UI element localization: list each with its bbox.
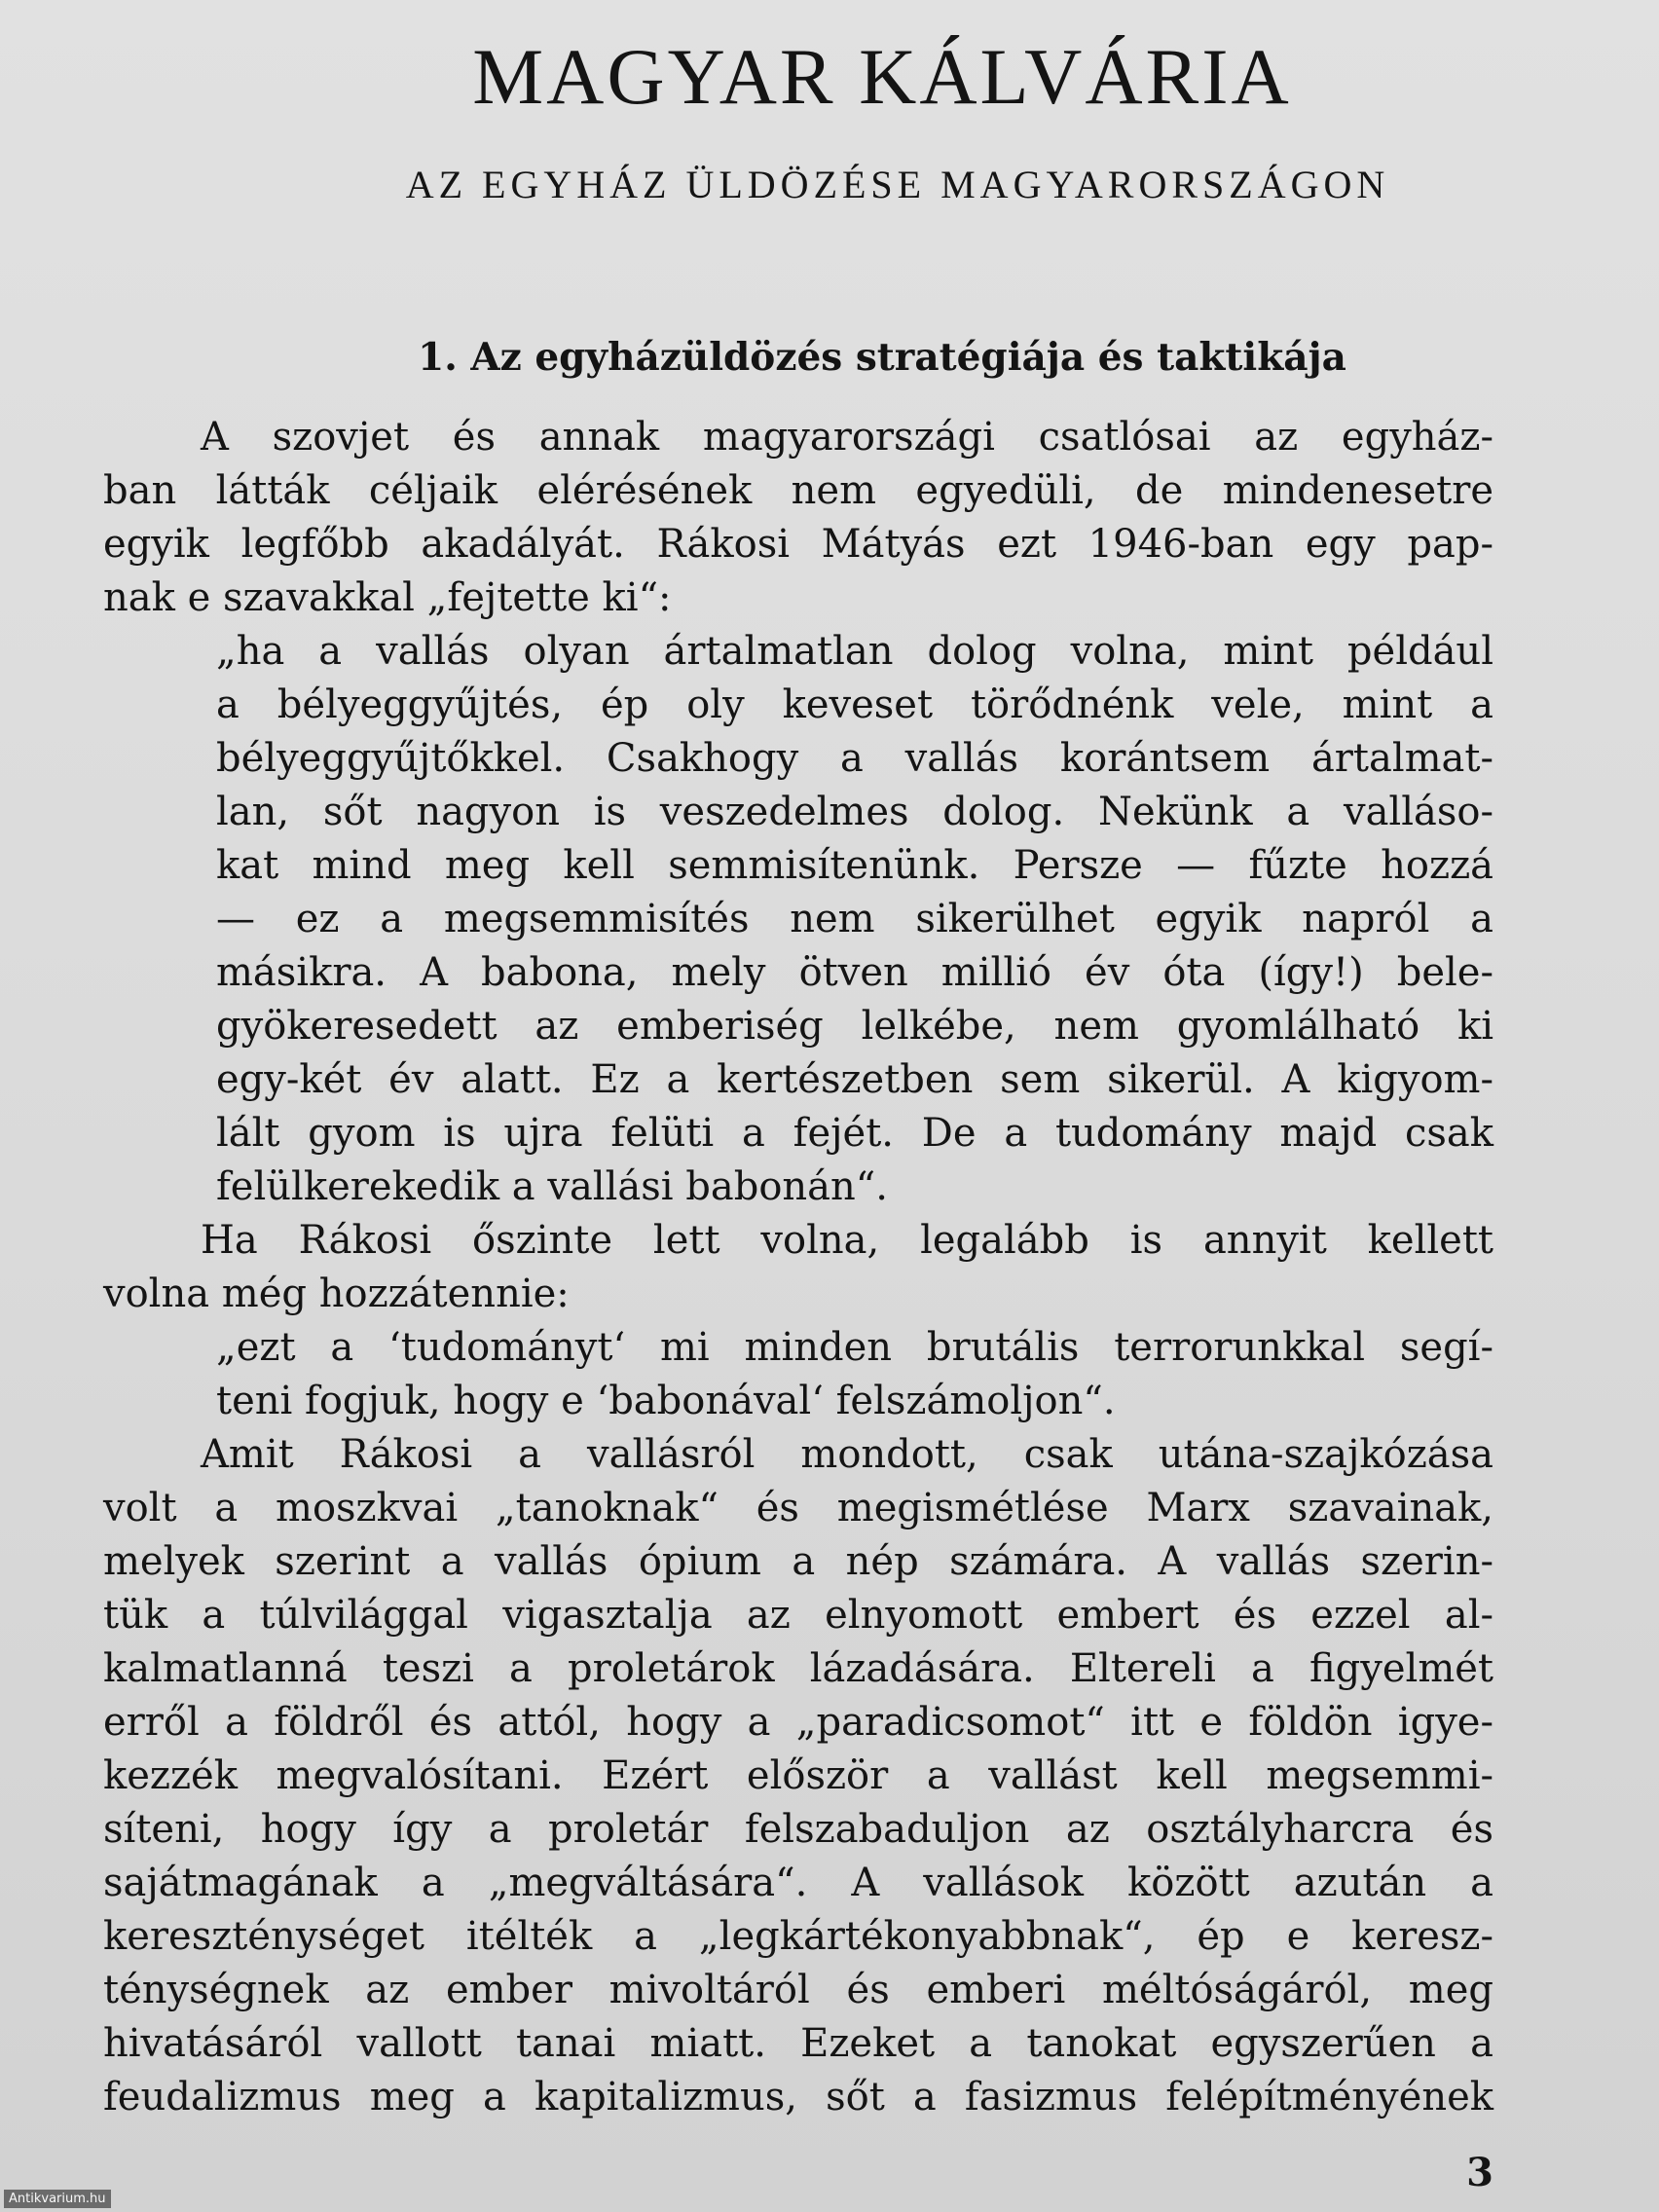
text-line: kereszténységet itélték a „legkártékonyabbnak“, ép e keresz- [103, 1914, 1493, 1959]
body-text [103, 411, 1493, 2124]
page-subtitle: AZ EGYHÁZ ÜLDÖZÉSE MAGYARORSZÁGON [405, 163, 1390, 206]
text-line: kezzék megvalósítani. Ezért először a vallást kell megsemmi- [103, 1753, 1493, 1798]
text-line: kalmatlanná teszi a proletárok lázadására. Eltereli a figyelmét [103, 1646, 1493, 1691]
quote-line: felülkerekedik a vallási babonán“. [216, 1164, 888, 1209]
text-line: tük a túlvilággal vigasztalja az elnyomott embert és ezzel al- [103, 1593, 1493, 1638]
text-line: sajátmagának a „megváltására“. A vallások között azután a [103, 1861, 1493, 1905]
text-line: ban látták céljaik elérésének nem egyedüli, de mindenesetre [103, 468, 1493, 513]
quote-line: „ha a vallás olyan ártalmatlan dolog volna, mint például [216, 629, 1493, 674]
text-line: feudalizmus meg a kapitalizmus, sőt a fasizmus felépítményének [103, 2075, 1493, 2120]
paragraph-3 [103, 1428, 1493, 2124]
quote-line: a bélyeggyűjtés, ép oly keveset törődnénk vele, mint a [216, 682, 1493, 727]
paragraph-1 [103, 411, 1493, 625]
quote-line: „ezt a ‘tudományt‘ mi minden brutális terrorunkkal segí- [216, 1325, 1493, 1370]
text-line: nak e szavakkal „fejtette ki“: [103, 575, 672, 620]
text-line: síteni, hogy így a proletár felszabaduljon az osztályharcra és [103, 1807, 1493, 1852]
text-line: melyek szerint a vallás ópium a nép számára. A vallás szerin- [103, 1539, 1493, 1584]
section-heading: 1. Az egyházüldözés stratégiája és taktikája [418, 335, 1346, 380]
block-quote-2 [103, 1321, 1493, 1428]
quote-line: — ez a megsemmisítés nem sikerülhet egyik napról a [216, 897, 1493, 941]
quote-line: lan, sőt nagyon is veszedelmes dolog. Nekünk a valláso- [216, 790, 1493, 834]
text-line: volt a moszkvai „tanoknak“ és megismétlése Marx szavainak, [103, 1486, 1493, 1530]
text-line: Amit Rákosi a vallásról mondott, csak utána-szajkózása [201, 1432, 1493, 1477]
text-line: erről a földről és attól, hogy a „paradicsomot“ itt e földön igye- [103, 1700, 1493, 1745]
watermark: Antikvarium.hu [4, 2190, 111, 2208]
quote-line: egy-két év alatt. Ez a kertészetben sem sikerül. A kigyom- [216, 1057, 1493, 1102]
quote-line: kat mind meg kell semmisítenünk. Persze — fűzte hozzá [216, 843, 1493, 888]
text-line: Ha Rákosi őszinte lett volna, legalább is annyit kellett [201, 1218, 1493, 1263]
text-line: volna még hozzátennie: [103, 1272, 570, 1316]
text-line: A szovjet és annak magyarországi csatlósai az egyház- [201, 415, 1493, 460]
text-line: ténységnek az ember mivoltáról és emberi méltóságáról, meg [103, 1968, 1493, 2012]
paragraph-2 [103, 1214, 1493, 1321]
quote-line: másikra. A babona, mely ötven millió év óta (így!) bele- [216, 950, 1493, 995]
text-line: egyik legfőbb akadályát. Rákosi Mátyás ezt 1946-ban egy pap- [103, 522, 1493, 567]
quote-line: bélyeggyűjtőkkel. Csakhogy a vallás korántsem ártalmat- [216, 736, 1493, 781]
text-line: hivatásáról vallott tanai miatt. Ezeket a tanokat egyszerűen a [103, 2021, 1493, 2066]
quote-line: teni fogjuk, hogy e ‘babonával‘ felszámoljon“. [216, 1379, 1116, 1423]
quote-line: gyökeresedett az emberiség lelkébe, nem gyomlálható ki [216, 1004, 1493, 1049]
block-quote-1 [103, 625, 1493, 1214]
quote-line: lált gyom is ujra felüti a fejét. De a tudomány majd csak [216, 1111, 1493, 1156]
page-number: 3 [1466, 2150, 1493, 2195]
page-title: MAGYAR KÁLVÁRIA [472, 32, 1292, 121]
